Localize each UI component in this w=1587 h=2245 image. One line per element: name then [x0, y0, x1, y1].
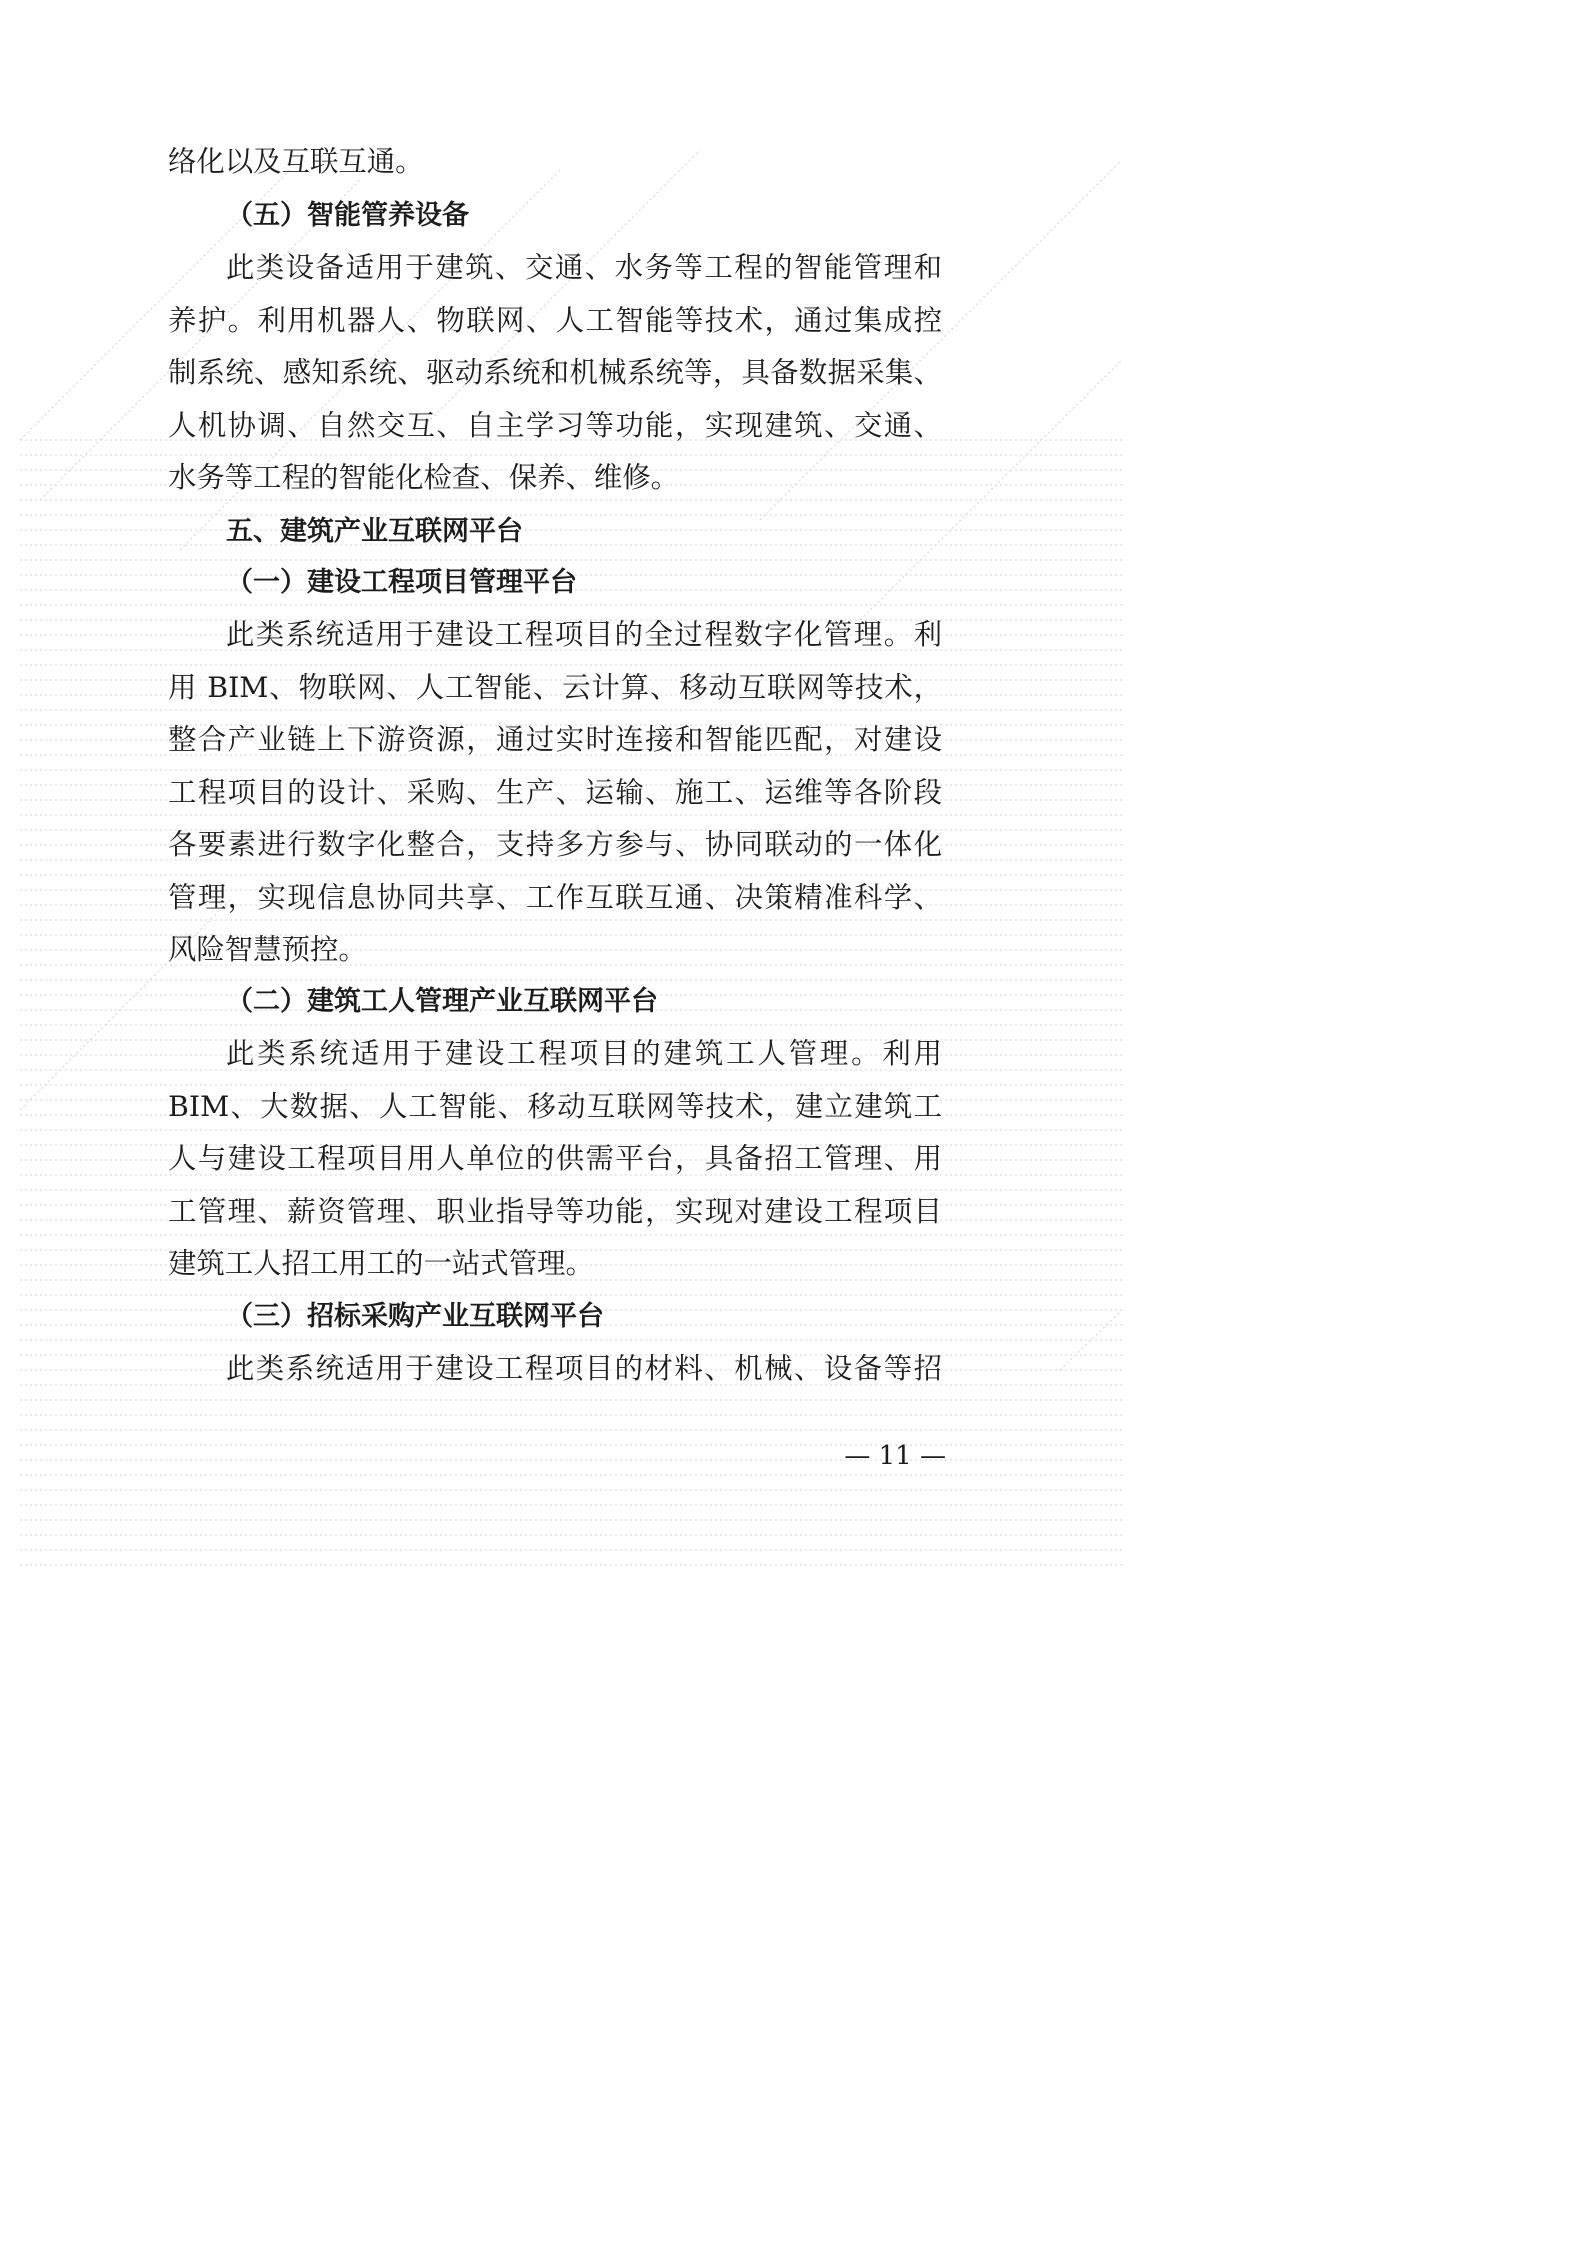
text-line: 此类设备适用于建筑、交通、水务等工程的智能管理和 — [226, 251, 942, 284]
text-line: 人机协调、自然交互、自主学习等功能，实现建筑、交通、 — [168, 409, 942, 442]
text-line: 此类系统适用于建设工程项目的建筑工人管理。利用 — [226, 1037, 942, 1070]
text-line: 各要素进行数字化整合，支持多方参与、协同联动的一体化 — [168, 828, 942, 861]
text-line: 风险智慧预控。 — [168, 933, 367, 966]
text-line: 用 BIM、物联网、人工智能、云计算、移动互联网等技术， — [168, 671, 942, 704]
text-line: 络化以及互联互通。 — [168, 145, 424, 178]
text-line: 工程项目的设计、采购、生产、运输、施工、运维等各阶段 — [168, 776, 942, 809]
text-line: 此类系统适用于建设工程项目的材料、机械、设备等招 — [226, 1352, 942, 1385]
section-subheading: （二）建筑工人管理产业互联网平台 — [226, 986, 658, 1017]
text-line: 整合产业链上下游资源，通过实时连接和智能匹配，对建设 — [168, 723, 942, 756]
text-line: BIM、大数据、人工智能、移动互联网等技术，建立建筑工 — [168, 1090, 942, 1123]
section-subheading: （一）建设工程项目管理平台 — [226, 567, 577, 598]
text-line: 制系统、感知系统、驱动系统和机械系统等，具备数据采集、 — [168, 356, 942, 389]
page-number: — 11 — — [844, 1441, 946, 1471]
text-line: 人与建设工程项目用人单位的供需平台，具备招工管理、用 — [168, 1142, 942, 1175]
text-line: 水务等工程的智能化检查、保养、维修。 — [168, 461, 680, 494]
section-subheading: （三）招标采购产业互联网平台 — [226, 1301, 604, 1332]
text-line: 工管理、薪资管理、职业指导等功能，实现对建设工程项目 — [168, 1195, 942, 1228]
document-page — [0, 0, 1122, 1587]
text-line: 此类系统适用于建设工程项目的全过程数字化管理。利 — [226, 618, 942, 651]
text-line: 管理，实现信息协同共享、工作互联互通、决策精准科学、 — [168, 881, 942, 914]
text-line: 养护。利用机器人、物联网、人工智能等技术，通过集成控 — [168, 304, 942, 337]
text-line: 建筑工人招工用工的一站式管理。 — [168, 1247, 594, 1280]
section-heading: 五、建筑产业互联网平台 — [226, 516, 523, 547]
section-subheading: （五）智能管养设备 — [226, 200, 469, 231]
